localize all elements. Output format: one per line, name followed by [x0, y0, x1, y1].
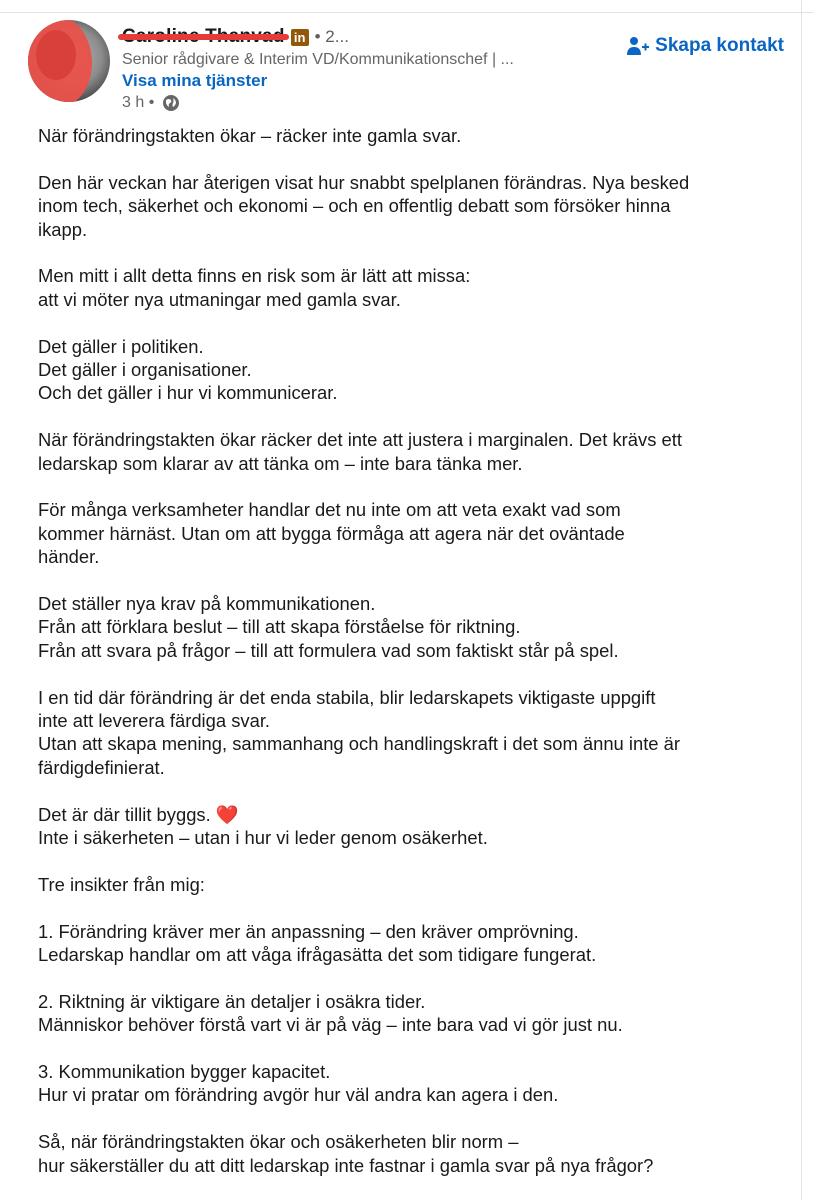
- post-line: För många verksamheter handlar det nu inte om att veta exakt vad som: [38, 499, 621, 521]
- add-person-icon: [627, 35, 649, 57]
- post-line: Så, när förändringstakten ökar och osäkerheten blir norm –: [38, 1131, 519, 1153]
- post-line: att vi möter nya utmaningar med gamla svar.: [38, 288, 401, 310]
- post-line: 3. Kommunikation bygger kapacitet.: [38, 1061, 331, 1083]
- author-avatar[interactable]: [28, 20, 110, 102]
- post-line: Utan att skapa mening, sammanhang och handlingskraft i det som ännu inte är: [38, 733, 681, 755]
- post-line: ikapp.: [38, 218, 88, 240]
- post-time: [122, 94, 180, 112]
- add-contact-button[interactable]: [627, 34, 784, 58]
- post-line: 2. Riktning är viktigare än detaljer i osäkra tider.: [38, 990, 426, 1012]
- post-line: Och det gäller i hur vi kommunicerar.: [38, 382, 338, 404]
- post-line: Men mitt i allt detta finns en risk som är lätt att missa:: [38, 265, 471, 287]
- post-line: 1. Förändring kräver mer än anpassning – den kräver omprövning.: [38, 920, 579, 942]
- post-line: Från att förklara beslut – till att skapa förståelse för riktning.: [38, 616, 521, 638]
- post-timestamp: 3 h •: [122, 94, 155, 111]
- post-line: färdigdefinierat.: [38, 756, 165, 778]
- post-line: Tre insikter från mig:: [38, 873, 205, 895]
- globe-icon: [162, 94, 180, 112]
- card-right-border: [801, 0, 802, 1200]
- post-line: inte att leverera färdiga svar.: [38, 710, 271, 732]
- author-name[interactable]: [122, 26, 285, 48]
- post-line: Människor behöver förstå vart vi är på väg – inte bara vad vi gör just nu.: [38, 1014, 623, 1036]
- services-link[interactable]: Visa mina tjänster: [122, 71, 268, 90]
- add-contact-label[interactable]: Skapa kontakt: [655, 35, 784, 56]
- post-line: Hur vi pratar om förändring avgör hur väl andra kan agera i den.: [38, 1084, 559, 1106]
- post-line: Inte i säkerheten – utan i hur vi leder genom osäkerhet.: [38, 827, 488, 849]
- post-line: händer.: [38, 546, 100, 568]
- post-line: hur säkerställer du att ditt ledarskap inte fastnar i gamla svar på nya frågor?: [38, 1154, 654, 1176]
- post-line: Det gäller i politiken.: [38, 335, 204, 357]
- post-line: Det gäller i organisationer.: [38, 359, 252, 381]
- post-line: Det ställer nya krav på kommunikationen.: [38, 593, 376, 615]
- post-line: Från att svara på frågor – till att formulera vad som faktiskt står på spel.: [38, 639, 619, 661]
- author-name-row: [122, 26, 349, 48]
- post-body: [38, 124, 788, 1177]
- post-line: När förändringstakten ökar räcker det inte att justera i marginalen. Det krävs ett: [38, 429, 682, 451]
- post-line: Det är där tillit byggs. ❤️: [38, 803, 239, 825]
- post-line: Ledarskap handlar om att våga ifrågasätta det som tidigare fungerat.: [38, 944, 597, 966]
- post-line: I en tid där förändring är det enda stabila, blir ledarskapets viktigaste uppgift: [38, 686, 656, 708]
- connection-degree: • 2...: [314, 27, 349, 46]
- post-line: inom tech, säkerhet och ekonomi – och en offentlig debatt som försöker hinna: [38, 195, 671, 217]
- author-headline: Senior rådgivare & Interim VD/Kommunikationschef | ...: [122, 51, 514, 68]
- post-line: ledarskap som klarar av att tänka om – inte bara tänka mer.: [38, 452, 523, 474]
- post-line: När förändringstakten ökar – räcker inte gamla svar.: [38, 125, 462, 146]
- name-redaction: [118, 34, 289, 40]
- post-header: [0, 0, 814, 120]
- post-line: Den här veckan har återigen visat hur snabbt spelplanen förändras. Nya besked: [38, 171, 690, 193]
- linkedin-premium-icon: in: [291, 29, 309, 46]
- avatar-redaction-inner: [36, 30, 76, 80]
- post-line: kommer härnäst. Utan om att bygga förmåga att agera när det oväntade: [38, 522, 625, 544]
